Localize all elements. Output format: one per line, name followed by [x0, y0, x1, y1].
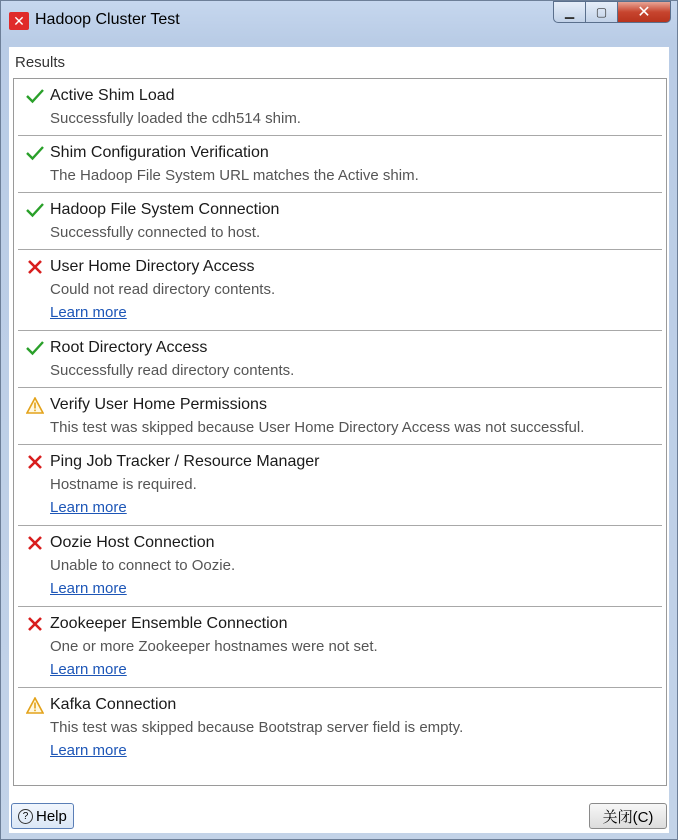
check-icon — [26, 201, 44, 219]
result-title: Oozie Host Connection — [50, 534, 215, 551]
result-title: Hadoop File System Connection — [50, 201, 280, 218]
minimize-icon: ▁ — [564, 5, 575, 19]
result-title-line — [26, 337, 654, 359]
result-description: The Hadoop File System URL matches the Active shim. — [50, 167, 419, 184]
result-title-line — [26, 199, 654, 221]
result-title: Root Directory Access — [50, 339, 208, 356]
warning-triangle-icon — [26, 696, 44, 714]
x-icon — [26, 258, 44, 276]
results-label: Results — [15, 54, 66, 71]
result-row — [18, 250, 662, 331]
dialog-content — [9, 47, 669, 833]
result-row — [18, 79, 662, 136]
x-icon — [26, 453, 44, 471]
app-logo-icon: ✕ — [9, 12, 29, 30]
title-bar — [1, 1, 677, 41]
result-row — [18, 607, 662, 688]
window-close-button[interactable] — [617, 1, 671, 23]
learn-more-link[interactable]: Learn more — [50, 580, 127, 597]
maximize-icon: ▢ — [595, 5, 608, 19]
x-icon — [26, 534, 44, 552]
result-title-line — [26, 85, 654, 107]
minimize-button[interactable] — [553, 1, 585, 23]
result-title: Ping Job Tracker / Resource Manager — [50, 453, 320, 470]
result-title-line — [26, 394, 654, 416]
result-row — [18, 388, 662, 445]
result-title: Zookeeper Ensemble Connection — [50, 615, 288, 632]
learn-more-link[interactable]: Learn more — [50, 661, 127, 678]
result-title-line — [26, 142, 654, 164]
result-description: Successfully read directory contents. — [50, 362, 295, 379]
result-description: Could not read directory contents. — [50, 281, 276, 298]
close-button-label: 关闭(C) — [602, 808, 654, 826]
result-title-line — [26, 451, 654, 473]
close-button[interactable] — [589, 803, 667, 829]
result-description: Successfully loaded the cdh514 shim. — [50, 110, 301, 127]
result-description: This test was skipped because User Home Directory Access was not successful. — [50, 419, 585, 436]
result-description: Unable to connect to Oozie. — [50, 557, 236, 574]
result-description: Hostname is required. — [50, 476, 197, 493]
result-title: Active Shim Load — [50, 87, 175, 104]
result-title: User Home Directory Access — [50, 258, 255, 275]
learn-more-link[interactable]: Learn more — [50, 304, 127, 321]
result-title: Shim Configuration Verification — [50, 144, 269, 161]
result-row — [18, 526, 662, 607]
result-title-line — [26, 532, 654, 554]
result-title-line — [26, 256, 654, 278]
help-button[interactable] — [11, 803, 74, 829]
results-list[interactable] — [13, 78, 667, 786]
maximize-button[interactable] — [585, 1, 617, 23]
result-row — [18, 445, 662, 526]
x-icon — [26, 615, 44, 633]
check-icon — [26, 339, 44, 357]
window-title: Hadoop Cluster Test — [35, 11, 180, 28]
help-button-label: Help — [36, 807, 67, 825]
result-description: Successfully connected to host. — [50, 224, 261, 241]
help-icon: ? — [18, 809, 33, 824]
result-row — [18, 331, 662, 388]
result-title-line — [26, 613, 654, 635]
check-icon — [26, 87, 44, 105]
result-description: One or more Zookeeper hostnames were not set. — [50, 638, 378, 655]
close-icon: ✕ — [637, 4, 651, 21]
check-icon — [26, 144, 44, 162]
learn-more-link[interactable]: Learn more — [50, 742, 127, 759]
result-row — [18, 688, 662, 768]
warning-triangle-icon — [26, 396, 44, 414]
result-title: Kafka Connection — [50, 696, 177, 713]
result-title-line — [26, 694, 654, 716]
window-controls — [553, 1, 671, 29]
learn-more-link[interactable]: Learn more — [50, 499, 127, 516]
result-row — [18, 193, 662, 250]
result-description: This test was skipped because Bootstrap server field is empty. — [50, 719, 464, 736]
result-row — [18, 136, 662, 193]
result-title: Verify User Home Permissions — [50, 396, 267, 413]
